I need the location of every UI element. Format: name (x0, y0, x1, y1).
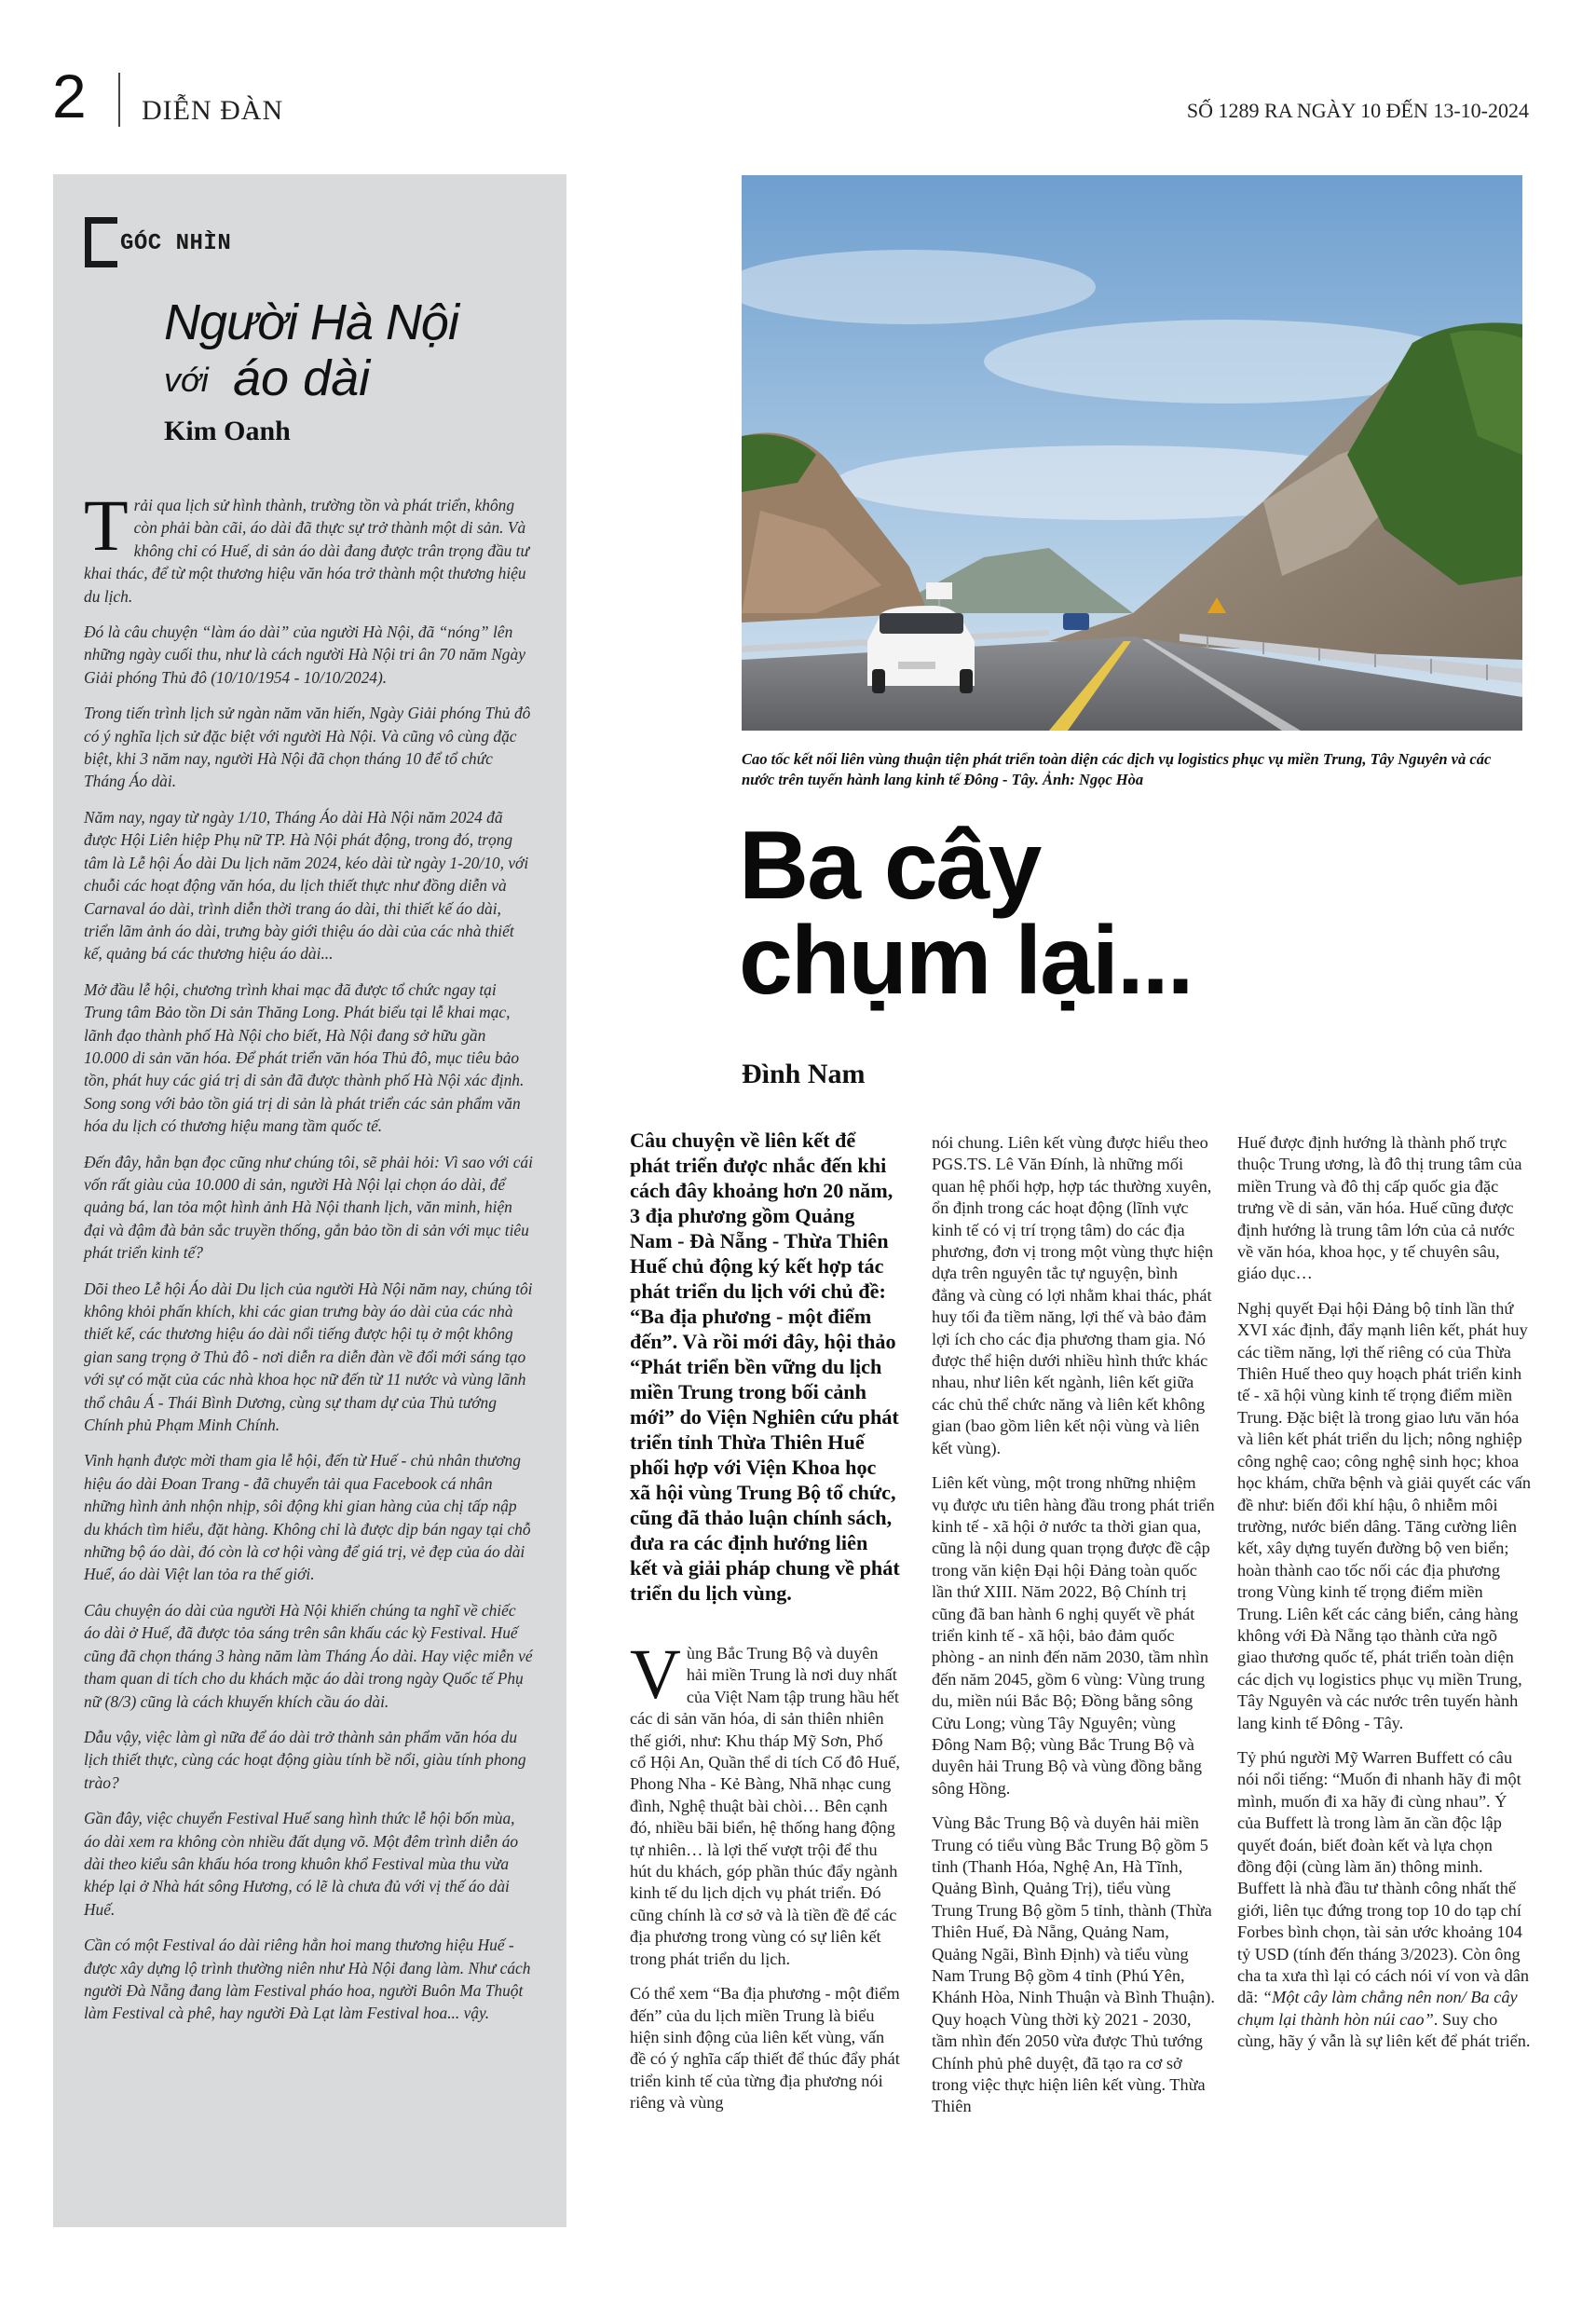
article-column-1 (630, 1128, 900, 2127)
article-paragraph: Nghị quyết Đại hội Đảng bộ tỉnh lần thứ XVI xác định, đẩy mạnh liên kết, phát huy các tiềm năng, lợi thế riêng có của Thừa Thiên Huế theo quy hoạch phát triển kinh tế - xã hội vùng kinh tế trọng điểm miền Trung. Đặc biệt là trong giao lưu văn hóa và liên kết phát triển du lịch; nông nghiệp công nghệ cao; công nghệ sinh học; khoa học khám, chữa bệnh và giải quyết các vấn đề như: biến đổi khí hậu, ô nhiễm môi trường, nước biển dâng. Tăng cường liên kết, xây dựng tuyến đường bộ ven biển; hoàn thành cao tốc nối các địa phương trong Vùng kinh tế trọng điểm miền Trung. Liên kết các cảng biển, cảng hàng không với Đà Nẵng tạo thành cửa ngõ giao thương quốc tế, phát triển toàn diện các dịch vụ logistics phục vụ miền Trung, Tây Nguyên và các nước trên tuyến hành lang kinh tế Đông - Tây. (1237, 1298, 1531, 1732)
page-number: 2 (52, 62, 87, 130)
column-label: GÓC NHÌN (120, 231, 232, 256)
sidebar-paragraph: Trong tiến trình lịch sử ngàn năm văn hiến, Ngày Giải phóng Thủ đô có ý nghĩa lịch sử đặc biệt với người Hà Nội. Và cũng vô cùng đặc biệt, khi 3 năm nay, người Hà Nội đã chọn tháng 10 để tổ chức Tháng Áo dài. (84, 704, 531, 791)
sidebar-paragraph: Gần đây, việc chuyển Festival Huế sang hình thức lễ hội bốn mùa, áo dài xem ra không còn nhiều đất dụng võ. Một đêm trình diễn áo dài theo kiểu sân khấu hóa trong khuôn khổ Festival mùa thu vừa khép lại ở Nhà hát sông Hương, có lẽ là chưa đủ với vị thế áo dài Huế. (84, 1809, 519, 1919)
section-name: DIỄN ĐÀN (142, 95, 284, 126)
issue-info: SỐ 1289 RA NGÀY 10 ĐẾN 13-10-2024 (1186, 99, 1529, 122)
article-column-2 (932, 1132, 1215, 2131)
sidebar-paragraph: Đó là câu chuyện “làm áo dài” của người Hà Nội, đã “nóng” lên những ngày cuối thu, như là cách người Hà Nội tri ân 70 năm Ngày Giải phóng Thủ đô (10/10/1954 - 10/10/2024). (84, 622, 525, 687)
sidebar-author: Kim Oanh (164, 416, 291, 446)
article-paragraph: Có thể xem “Ba địa phương - một điểm đến” của du lịch miền Trung là biểu hiện sinh động của liên kết vùng, vấn đề có ý nghĩa cấp thiết để thúc đẩy phát triển kinh tế của từng địa phương nói riêng và vùng (630, 1984, 900, 2113)
article-paragraph: nói chung. Liên kết vùng được hiểu theo PGS.TS. Lê Văn Đính, là những mối quan hệ phối hợp, hợp tác thường xuyên, ổn định trong các hoạt động (lĩnh vực kinh tế có vị trí trọng tâm) do các địa phương, đơn vị trong một vùng thực hiện dựa trên nguyên tắc tự nguyện, bình đẳng và cùng có lợi nhằm khai thác, phát huy tối đa tiềm năng, lợi thế và bảo đảm lợi ích cho các địa phương tham gia. Nó được thể hiện dưới nhiều hình thức khác nhau, như liên kết ngành, liên kết giữa các chủ thể chức năng và liên kết không gian (bao gồm liên kết nội vùng và liên kết vùng). (932, 1133, 1214, 1457)
sidebar-paragraph: Dẫu vậy, việc làm gì nữa để áo dài trở thành sản phẩm văn hóa du lịch thiết thực, cùng các hoạt động giàu tính bề nổi, giàu tính phong trào? (84, 1727, 526, 1792)
sidebar-paragraph: Mở đầu lễ hội, chương trình khai mạc đã được tổ chức ngay tại Trung tâm Bảo tồn Di sản Thăng Long. Phát biểu tại lễ khai mạc, lãnh đạo thành phố Hà Nội cho biết, Hà Nội đang sở hữu gần 10.000 di sản văn hóa. Để phát triển văn hóa Thủ đô, mục tiêu bảo tồn, phát huy các giá trị di sản đã được thành phố Hà Nội xác định. Song song với bảo tồn giá trị di sản là phát triển các sản phẩm văn hóa du lịch có thương hiệu mang tầm quốc tế. (84, 979, 525, 1136)
article-title-line2: chụm lại... (739, 907, 1193, 1015)
sidebar-paragraph: Câu chuyện áo dài của người Hà Nội khiến chúng ta nghĩ về chiếc áo dài ở Huế, đã được tỏa sáng trên sân khấu các kỳ Festival. Huế cũng đã chọn tháng 3 hàng năm làm Tháng Áo dài. Hay việc miễn vé tham quan di tích cho du khách mặc áo dài trong ngày Quốc tế Phụ nữ (8/3) cũng là cách khuyến khích cầu áo dài. (84, 1600, 533, 1711)
article-lead: Câu chuyện về liên kết để phát triển được nhắc đến khi cách đây khoảng hơn 20 năm, 3 địa phương gồm Quảng Nam - Đà Nẵng - Thừa Thiên Huế chủ động ký kết hợp tác phát triển du lịch với chủ đề: “Ba địa phương - một điểm đến”. Và rồi mới đây, hội thảo “Phát triển bền vững du lịch miền Trung trong bối cảnh mới” do Viện Nghiên cứu phát triển tỉnh Thừa Thiên Huế phối hợp với Viện Khoa học xã hội vùng Trung Bộ tổ chức, cũng đã thảo luận chính sách, đưa ra các định hướng liên kết và giải pháp chung về phát triển du lịch vùng. (630, 1129, 900, 1605)
article-paragraph: Liên kết vùng, một trong những nhiệm vụ được ưu tiên hàng đầu trong phát triển kinh tế - xã hội ở nước ta thời gian qua, cũng là nội dung quan trọng được đề cập trong văn kiện Đại hội Đảng toàn quốc lần thứ XIII. Năm 2022, Bộ Chính trị cũng đã ban hành 6 nghị quyết về phát triển kinh tế - xã hội, bảo đảm quốc phòng - an ninh đến năm 2030, tầm nhìn đến năm 2045, gồm 6 vùng: Vùng trung du, miền núi Bắc Bộ; Đồng bằng sông Cửu Long; vùng Tây Nguyên; vùng Đông Nam Bộ; vùng Bắc Trung Bộ và duyên hải Trung Bộ và vùng đồng bằng sông Hồng. (932, 1473, 1215, 1798)
sidebar-paragraph: Vinh hạnh được mời tham gia lễ hội, đến từ Huế - chủ nhân thương hiệu áo dài Đoan Trang - đã chuyển tải qua Facebook cá nhân những hình ảnh nhộn nhịp, sôi động khi gian hàng của chị tấp nập du khách tìm hiểu, đặt hàng. Không chỉ là được dịp bán ngay tại chỗ những bộ áo dài, đó còn là cơ hội vàng để giá trị, vẻ đẹp của áo dài Huế, áo dài Việt lan tỏa ra thế giới. (84, 1451, 531, 1584)
sidebar-title-line2: áo dài (233, 350, 371, 406)
article-author: Đình Nam (742, 1059, 866, 1089)
drop-cap: T (84, 485, 129, 566)
highway-photo (742, 175, 1522, 731)
sidebar-title-line1: Người Hà Nội (164, 294, 458, 350)
sidebar-title-small: với (164, 361, 209, 399)
sidebar-paragraph: Cần có một Festival áo dài riêng hẳn hoi mang thương hiệu Huế - được xây dựng lộ trình thường niên như Hà Nội đang làm. Như cách người Đà Nẵng đang làm Festival pháo hoa, người Buôn Ma Thuột làm Festival cà phê, hay người Đà Lạt làm Festival hoa... vậy. (84, 1936, 531, 2023)
highway-illustration (742, 175, 1522, 731)
article-paragraph: Huế được định hướng là thành phố trực thuộc Trung ương, là đô thị trung tâm của miền Trung và đô thị cấp quốc gia đặc trưng về di sản, văn hóa. Huế cũng được định hướng là trung tâm lớn của cả nước về văn hóa, khoa học, y tế chuyên sâu, giáo dục… (1237, 1133, 1522, 1283)
sidebar-paragraph: Năm nay, ngay từ ngày 1/10, Tháng Áo dài Hà Nội năm 2024 đã được Hội Liên hiệp Phụ nữ TP. Hà Nội phát động, trong đó, trọng tâm là Lễ hội Áo dài Du lịch năm 2024, kéo dài từ ngày 1-20/10, với chuỗi các hoạt động văn hóa, du lịch thiết thực như đồng diễn và Carnaval áo dài, trình diễn thời trang áo dài, thi thiết kế áo dài, triển lãm ảnh áo dài, trưng bày giới thiệu áo dài của các nhà thiết kế, quảng bá các thương hiệu áo dài... (84, 807, 529, 964)
sidebar-paragraph: Đến đây, hẳn bạn đọc cũng như chúng tôi, sẽ phải hỏi: Vì sao với cái vốn rất giàu của 10.000 di sản, người Hà Nội lại chọn áo dài, để quảng bá, lan tỏa một hình ảnh Hà Nội thanh lịch, văn minh, hiện đại và đậm đà bản sắc truyền thống, gắn bảo tồn di sản với mục tiêu phát triển kinh tế? (84, 1152, 533, 1263)
proverb-quote: “Một cây làm chẳng nên non/ Ba cây chụm lại thành hòn núi cao” (1237, 1988, 1518, 2029)
article-title (739, 812, 1193, 1015)
sidebar-paragraph: Dõi theo Lễ hội Áo dài Du lịch của người Hà Nội năm nay, chúng tôi không khỏi phấn khích, khi các gian trưng bày áo dài của các nhà thiết kế, các thương hiệu áo dài nổi tiếng được hội tụ ở một không gian sang trọng ở Thủ đô - nơi diễn ra diễn đàn về đổi mới sáng tạo với sự có mặt của các nhà khoa học nữ đến từ 11 nước và vùng lãnh thổ châu Á - Thái Bình Dương, cùng sự tham dự của Thủ tướng Chính phủ Phạm Minh Chính. (84, 1279, 533, 1435)
photo-caption: Cao tốc kết nối liên vùng thuận tiện phát triển toàn diện các dịch vụ logistics phục vụ miền Trung, Tây Nguyên và các nước trên tuyến hành lang kinh tế Đông - Tây. Ảnh: Ngọc Hòa (742, 750, 1492, 788)
column-bracket-icon (85, 217, 117, 267)
article-paragraph: Tỷ phú người Mỹ Warren Buffett có câu nói nổi tiếng: “Muốn đi nhanh hãy đi một mình, muốn đi xa hãy đi cùng nhau”. Ý của Buffett là trong làm ăn cần độc lập quyết đoán, biết đoàn kết và lựa chọn đồng đội (cùng làm ăn) thông minh. Buffett là nhà đầu tư thành công nhất thế giới, liên tục đứng trong top 10 do tạp chí Forbes bình chọn, tài sản ước khoảng 104 tỷ USD (tính đến tháng 3/2023). Còn ông cha ta xưa thì lại có cách nói ví von và dân dã: “Một cây làm chẳng nên non/ Ba cây chụm lại thành hòn núi cao”. Suy cho cùng, hãy ý vẫn là sự liên kết để phát triển. (1237, 1747, 1531, 2051)
sidebar-body (84, 485, 533, 2038)
sidebar-paragraph: Trải qua lịch sử hình thành, trường tồn và phát triển, không còn phải bàn cãi, áo dài đã thực sự trở thành một di sản. Và không chỉ có Huế, di sản áo dài đang được trân trọng đầu tư khai thác, để từ một thương hiệu văn hóa trở thành một thương hiệu du lịch. (84, 485, 529, 606)
article-column-3 (1237, 1132, 1531, 2066)
article-title-line1: Ba cây (739, 812, 1041, 920)
article-paragraph: Vùng Bắc Trung Bộ và duyên hải miền Trung có tiểu vùng Bắc Trung Bộ gồm 5 tỉnh (Thanh Hóa, Nghệ An, Hà Tĩnh, Quảng Bình, Quảng Trị), tiểu vùng Trung Trung Bộ gồm 5 tỉnh, thành (Thừa Thiên Huế, Đà Nẵng, Quảng Nam, Quảng Ngãi, Bình Định) và tiểu vùng Nam Trung Bộ gồm 4 tỉnh (Phú Yên, Khánh Hòa, Ninh Thuận và Bình Thuận). Quy hoạch Vùng thời kỳ 2021 - 2030, tầm nhìn đến 2050 vừa được Thủ tướng Chính phủ phê duyệt, đã tạo ra cơ sở trong việc thực hiện liên kết vùng. Thừa Thiên (932, 1813, 1215, 2116)
article-paragraph: Vùng Bắc Trung Bộ và duyên hải miền Trung là nơi duy nhất của Việt Nam tập trung hầu hết các di sản văn hóa, di sản thiên nhiên thế giới, như: Khu tháp Mỹ Sơn, Phố cổ Hội An, Quần thể di tích Cố đô Huế, Phong Nha - Kẻ Bàng, Nhã nhạc cung đình, Nghệ thuật bài chòi… Bên cạnh đó, nhiều bãi biển, hệ thống hang động tự nhiên… là lợi thế vượt trội để thu hút du khách, góp phần thúc đẩy ngành kinh tế du lịch dịch vụ phát triển. Đó cũng chính là cơ sở và là tiền đề để các địa phương trong vùng có sự liên kết trong phát triển du lịch. (630, 1635, 900, 1968)
header-divider (118, 73, 120, 127)
drop-cap: V (630, 1635, 681, 1714)
